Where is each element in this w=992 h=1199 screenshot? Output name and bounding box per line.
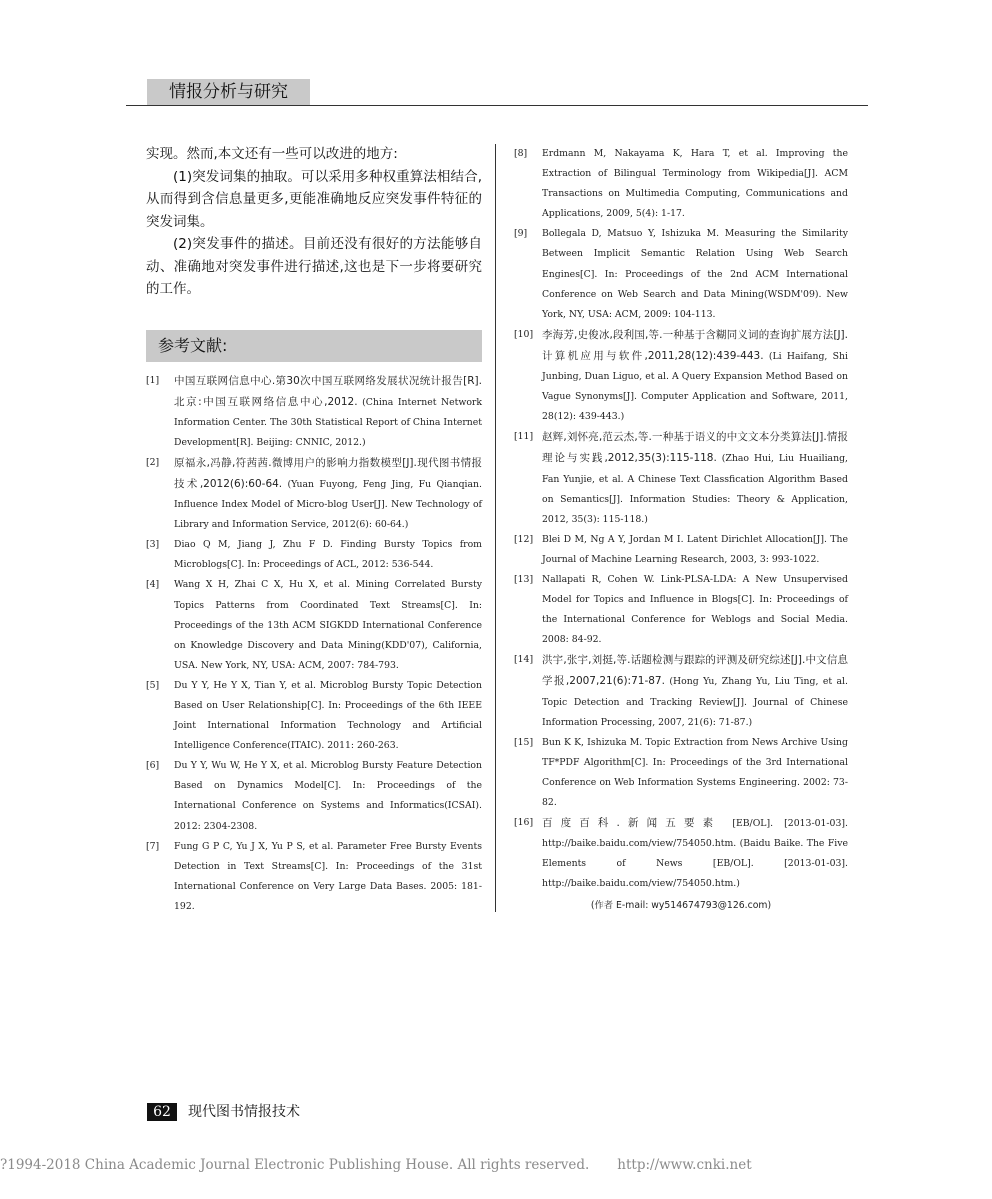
- journal-name: 现代图书情报技术: [188, 1104, 300, 1120]
- header-rule: [126, 105, 868, 106]
- reference-item-4: [146, 575, 482, 675]
- reference-number: [7]: [146, 840, 160, 852]
- reference-number: [9]: [514, 228, 528, 240]
- author-email: (作者 E-mail: wy514674793@126.com): [590, 900, 772, 912]
- references-heading: 参考文献:: [146, 330, 482, 362]
- reference-text: Diao Q M, Jiang J, Zhu F D. Finding Bursty Topics from Microblogs[C]. In: Proceedings of ACL, 2012: 536-544.: [174, 539, 482, 571]
- reference-text: Du Y Y, Wu W, He Y X, et al. Microblog Bursty Feature Detection Based on Dynamics Model[C]. In: Proceedings of the International Conference on Systems and Informatics(ICSAI). 2012: 2304-2308.: [174, 760, 482, 832]
- reference-item-13: [514, 570, 848, 650]
- section-title: 情报分析与研究: [147, 79, 310, 106]
- reference-chinese-text: 百度百科.新闻五要素: [542, 817, 722, 830]
- reference-text: (Hong Yu, Zhang Yu, Liu Ting, et al. Topic Detection and Tracking Review[J]. Journal of Chinese Information Processing, 2007, 21(6): 71-87.): [542, 676, 848, 728]
- reference-item-8: [514, 144, 848, 224]
- reference-item-6: [146, 756, 482, 836]
- copyright-text: ?1994-2018 China Academic Journal Electronic Publishing House. All rights reserved.: [0, 1157, 590, 1173]
- reference-item-12: [514, 530, 848, 570]
- reference-text: Nallapati R, Cohen W. Link-PLSA-LDA: A New Unsupervised Model for Topics and Influence in Blogs[C]. In: Proceedings of the International Conference for Weblogs and Social Media. 2008: 84-92.: [542, 573, 848, 646]
- reference-item-7: [146, 837, 482, 917]
- body-paragraph-1: 实现。然而,本文还有一些可以改进的地方:: [146, 146, 398, 162]
- reference-text: (Yuan Fuyong, Feng Jing, Fu Qianqian. Influence Index Model of Micro-blog User[J]. New Technology of Library and Information Service, 2012(6): 60-64.): [174, 478, 482, 531]
- reference-text: Erdmann M, Nakayama K, Hara T, et al. Improving the Extraction of Bilingual Terminology from Wikipedia[J]. ACM Transactions on Multimedia Computing, Communications and Applications, 2009, 5(4): 1-17.: [542, 148, 848, 220]
- reference-text: Bun K K, Ishizuka M. Topic Extraction from News Archive Using TF*PDF Algorithm[C]. In: Proceedings of the 3rd International Conference on Web Information Systems Engineering. 2002: 73-82.: [542, 736, 848, 808]
- reference-item-5: [146, 676, 482, 756]
- reference-item-2: [146, 453, 482, 535]
- reference-text: [EB/OL]. [2013-01-03]. http://baike.baidu.com/view/754050.htm. (Baidu Baike. The Five Elements of News [EB/OL]. [2013-01-03]. http://baike.baidu.com/view/754050.htm.): [542, 818, 848, 890]
- reference-chinese-text: 原福永,冯静,符茜茜.微博用户的影响力指数模型[J].现代图书情报技术,2012(6):60-64.: [174, 456, 482, 490]
- reference-number: [8]: [514, 148, 528, 159]
- reference-number: [3]: [146, 539, 160, 551]
- left-column: [146, 143, 482, 917]
- reference-chinese-text: 中国互联网信息中心.第30次中国互联网络发展状况统计报告[R].北京:中国互联网络信息中心,2012.: [174, 374, 482, 408]
- reference-text: (Li Haifang, Shi Junbing, Duan Liguo, et al. A Query Expansion Method Based on Vague Synonyms[J]. Computer Application and Software, 2011, 28(12): 439-443.): [542, 350, 848, 423]
- cnki-url[interactable]: http://www.cnki.net: [617, 1157, 752, 1173]
- column-divider: [495, 144, 496, 912]
- reference-text: (China Internet Network Information Center. The 30th Statistical Report of China Internet Development[R]. Beijing: CNNIC, 2012.): [174, 396, 482, 448]
- reference-text: (Zhao Hui, Liu Huailiang, Fan Yunjie, et al. A Chinese Text Classfication Algorithm Based on Semantics[J]. Information Studies: Theory & Application, 2012, 35(3): 115-118.): [542, 453, 848, 525]
- reference-number: [13]: [514, 573, 534, 585]
- reference-number: [6]: [146, 760, 160, 772]
- reference-text: Du Y Y, He Y X, Tian Y, et al. Microblog Bursty Topic Detection Based on User Relationship[C]. In: Proceedings of the 6th IEEE Joint International Information Technology and Artificial Intelligence Conference(ITAIC). 2011: 260-263.: [174, 679, 482, 752]
- reference-number: [15]: [514, 736, 534, 748]
- body-paragraph-3: (2)突发事件的描述。目前还没有很好的方法能够自动、准确地对突发事件进行描述,这也是下一步将要研究的工作。: [146, 236, 482, 297]
- reference-number: [4]: [146, 579, 160, 591]
- reference-item-15: [514, 733, 848, 813]
- reference-item-9: [514, 224, 848, 324]
- reference-number: [16]: [514, 817, 534, 829]
- reference-text: Wang X H, Zhai C X, Hu X, et al. Mining Correlated Bursty Topics Patterns from Coordinated Text Streams[C]. In: Proceedings of the 13th ACM SIGKDD International Conference on Knowledge Discovery and Data Mining(KDD'07), California, USA. New York, NY, USA: ACM, 2007: 784-793.: [174, 579, 482, 671]
- page-number: 62: [147, 1103, 177, 1121]
- reference-item-16: [514, 813, 848, 894]
- reference-item-11: [514, 427, 848, 529]
- reference-number: [1]: [146, 374, 160, 386]
- reference-chinese-text: 洪宇,张宇,刘挺,等.话题检测与跟踪的评测及研究综述[J].中文信息学报,2007,21(6):71-87.: [542, 654, 848, 688]
- reference-text: Bollegala D, Matsuo Y, Ishizuka M. Measuring the Similarity Between Implicit Semantic Relation Using Web Search Engines[C]. In: Proceedings of the 2nd ACM International Conference on Web Search and Data Mining(WSDM'09). New York, NY, USA: ACM, 2009: 104-113.: [542, 228, 848, 320]
- body-paragraph-2: (1)突发词集的抽取。可以采用多种权重算法相结合,从而得到含信息量更多,更能准确地反应突发事件特征的突发词集。: [146, 168, 482, 230]
- copyright-line: [0, 1156, 992, 1174]
- reference-item-1: [146, 371, 482, 453]
- reference-item-14: [514, 650, 848, 732]
- reference-number: [2]: [146, 456, 160, 468]
- reference-chinese-text: 李海芳,史俊冰,段利国,等.一种基于含糊同义词的查询扩展方法[J].计算机应用与软件,2011,28(12):439-443.: [542, 328, 848, 362]
- reference-number: [10]: [514, 328, 534, 340]
- reference-text: Fung G P C, Yu J X, Yu P S, et al. Parameter Free Bursty Events Detection in Text Streams[C]. In: Proceedings of the 31st International Conference on Very Large Data Bases. 2005: 181-192.: [174, 840, 482, 912]
- reference-number: [5]: [146, 679, 160, 691]
- reference-number: [14]: [514, 654, 534, 666]
- reference-item-3: [146, 535, 482, 575]
- reference-number: [12]: [514, 533, 534, 545]
- right-column: [514, 144, 848, 916]
- reference-number: [11]: [514, 431, 534, 443]
- reference-text: Blei D M, Ng A Y, Jordan M I. Latent Dirichlet Allocation[J]. The Journal of Machine Learning Research, 2003, 3: 993-1022.: [542, 533, 848, 565]
- reference-item-10: [514, 325, 848, 427]
- reference-chinese-text: 赵辉,刘怀亮,范云杰,等.一种基于语义的中文文本分类算法[J].情报理论与实践,2012,35(3):115-118.: [542, 431, 848, 465]
